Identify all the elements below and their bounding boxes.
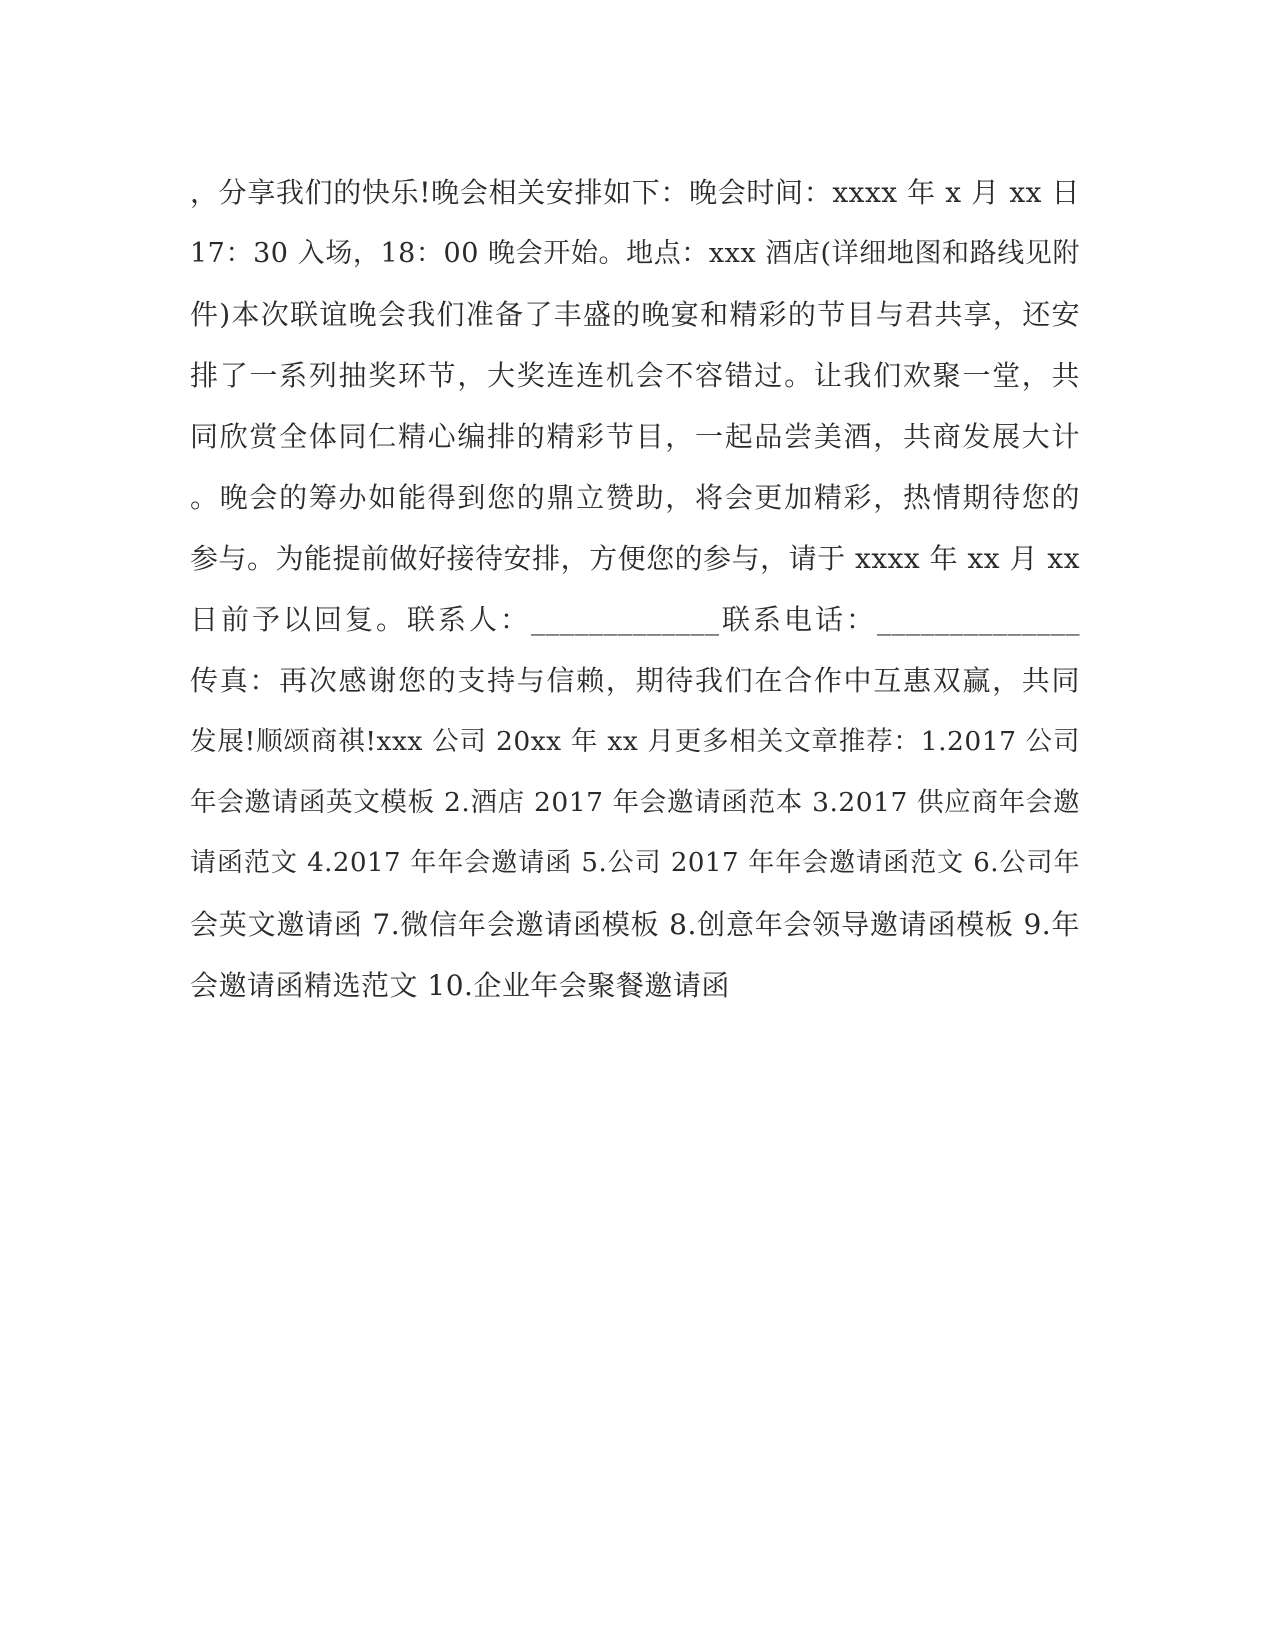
text-line-10: 发展!顺颂商祺!xxx 公司 20xx 年 xx 月更多相关文章推荐：1.2017 公司 [190,726,1080,757]
text-line-3: 件)本次联谊晚会我们准备了丰盛的晚宴和精彩的节目与君共享，还安 [190,298,1080,331]
text-line-8: 日前予以回复。联系人：_____________联系电话：______________ [190,603,1080,636]
text-line-13: 会英文邀请函 7.微信年会邀请函模板 8.创意年会领导邀请函模板 9.年 [190,908,1080,941]
text-line-9: 传真：再次感谢您的支持与信赖，期待我们在合作中互惠双赢，共同 [190,664,1080,697]
text-line-11: 年会邀请函英文模板 2.酒店 2017 年会邀请函范本 3.2017 供应商年会邀 [190,787,1080,818]
text-line-4: 排了一系列抽奖环节，大奖连连机会不容错过。让我们欢聚一堂，共 [190,359,1080,392]
text-line-7: 参与。为能提前做好接待安排，方便您的参与，请于 xxxx 年 xx 月 xx [190,542,1080,575]
text-line-14: 会邀请函精选范文 10.企业年会聚餐邀请函 [190,969,730,1002]
body-text [190,162,1080,1016]
text-line-1: ，分享我们的快乐!晚会相关安排如下：晚会时间：xxxx 年 x 月 xx 日 [190,176,1080,209]
text-line-2: 17：30 入场，18：00 晚会开始。地点：xxx 酒店(详细地图和路线见附 [190,238,1080,269]
text-line-6: 。晚会的筹办如能得到您的鼎立赞助，将会更加精彩，热情期待您的 [190,481,1080,514]
text-line-12: 请函范文 4.2017 年年会邀请函 5.公司 2017 年年会邀请函范文 6.公司年 [190,848,1080,878]
text-line-5: 同欣赏全体同仁精心编排的精彩节目，一起品尝美酒，共商发展大计 [190,420,1080,453]
